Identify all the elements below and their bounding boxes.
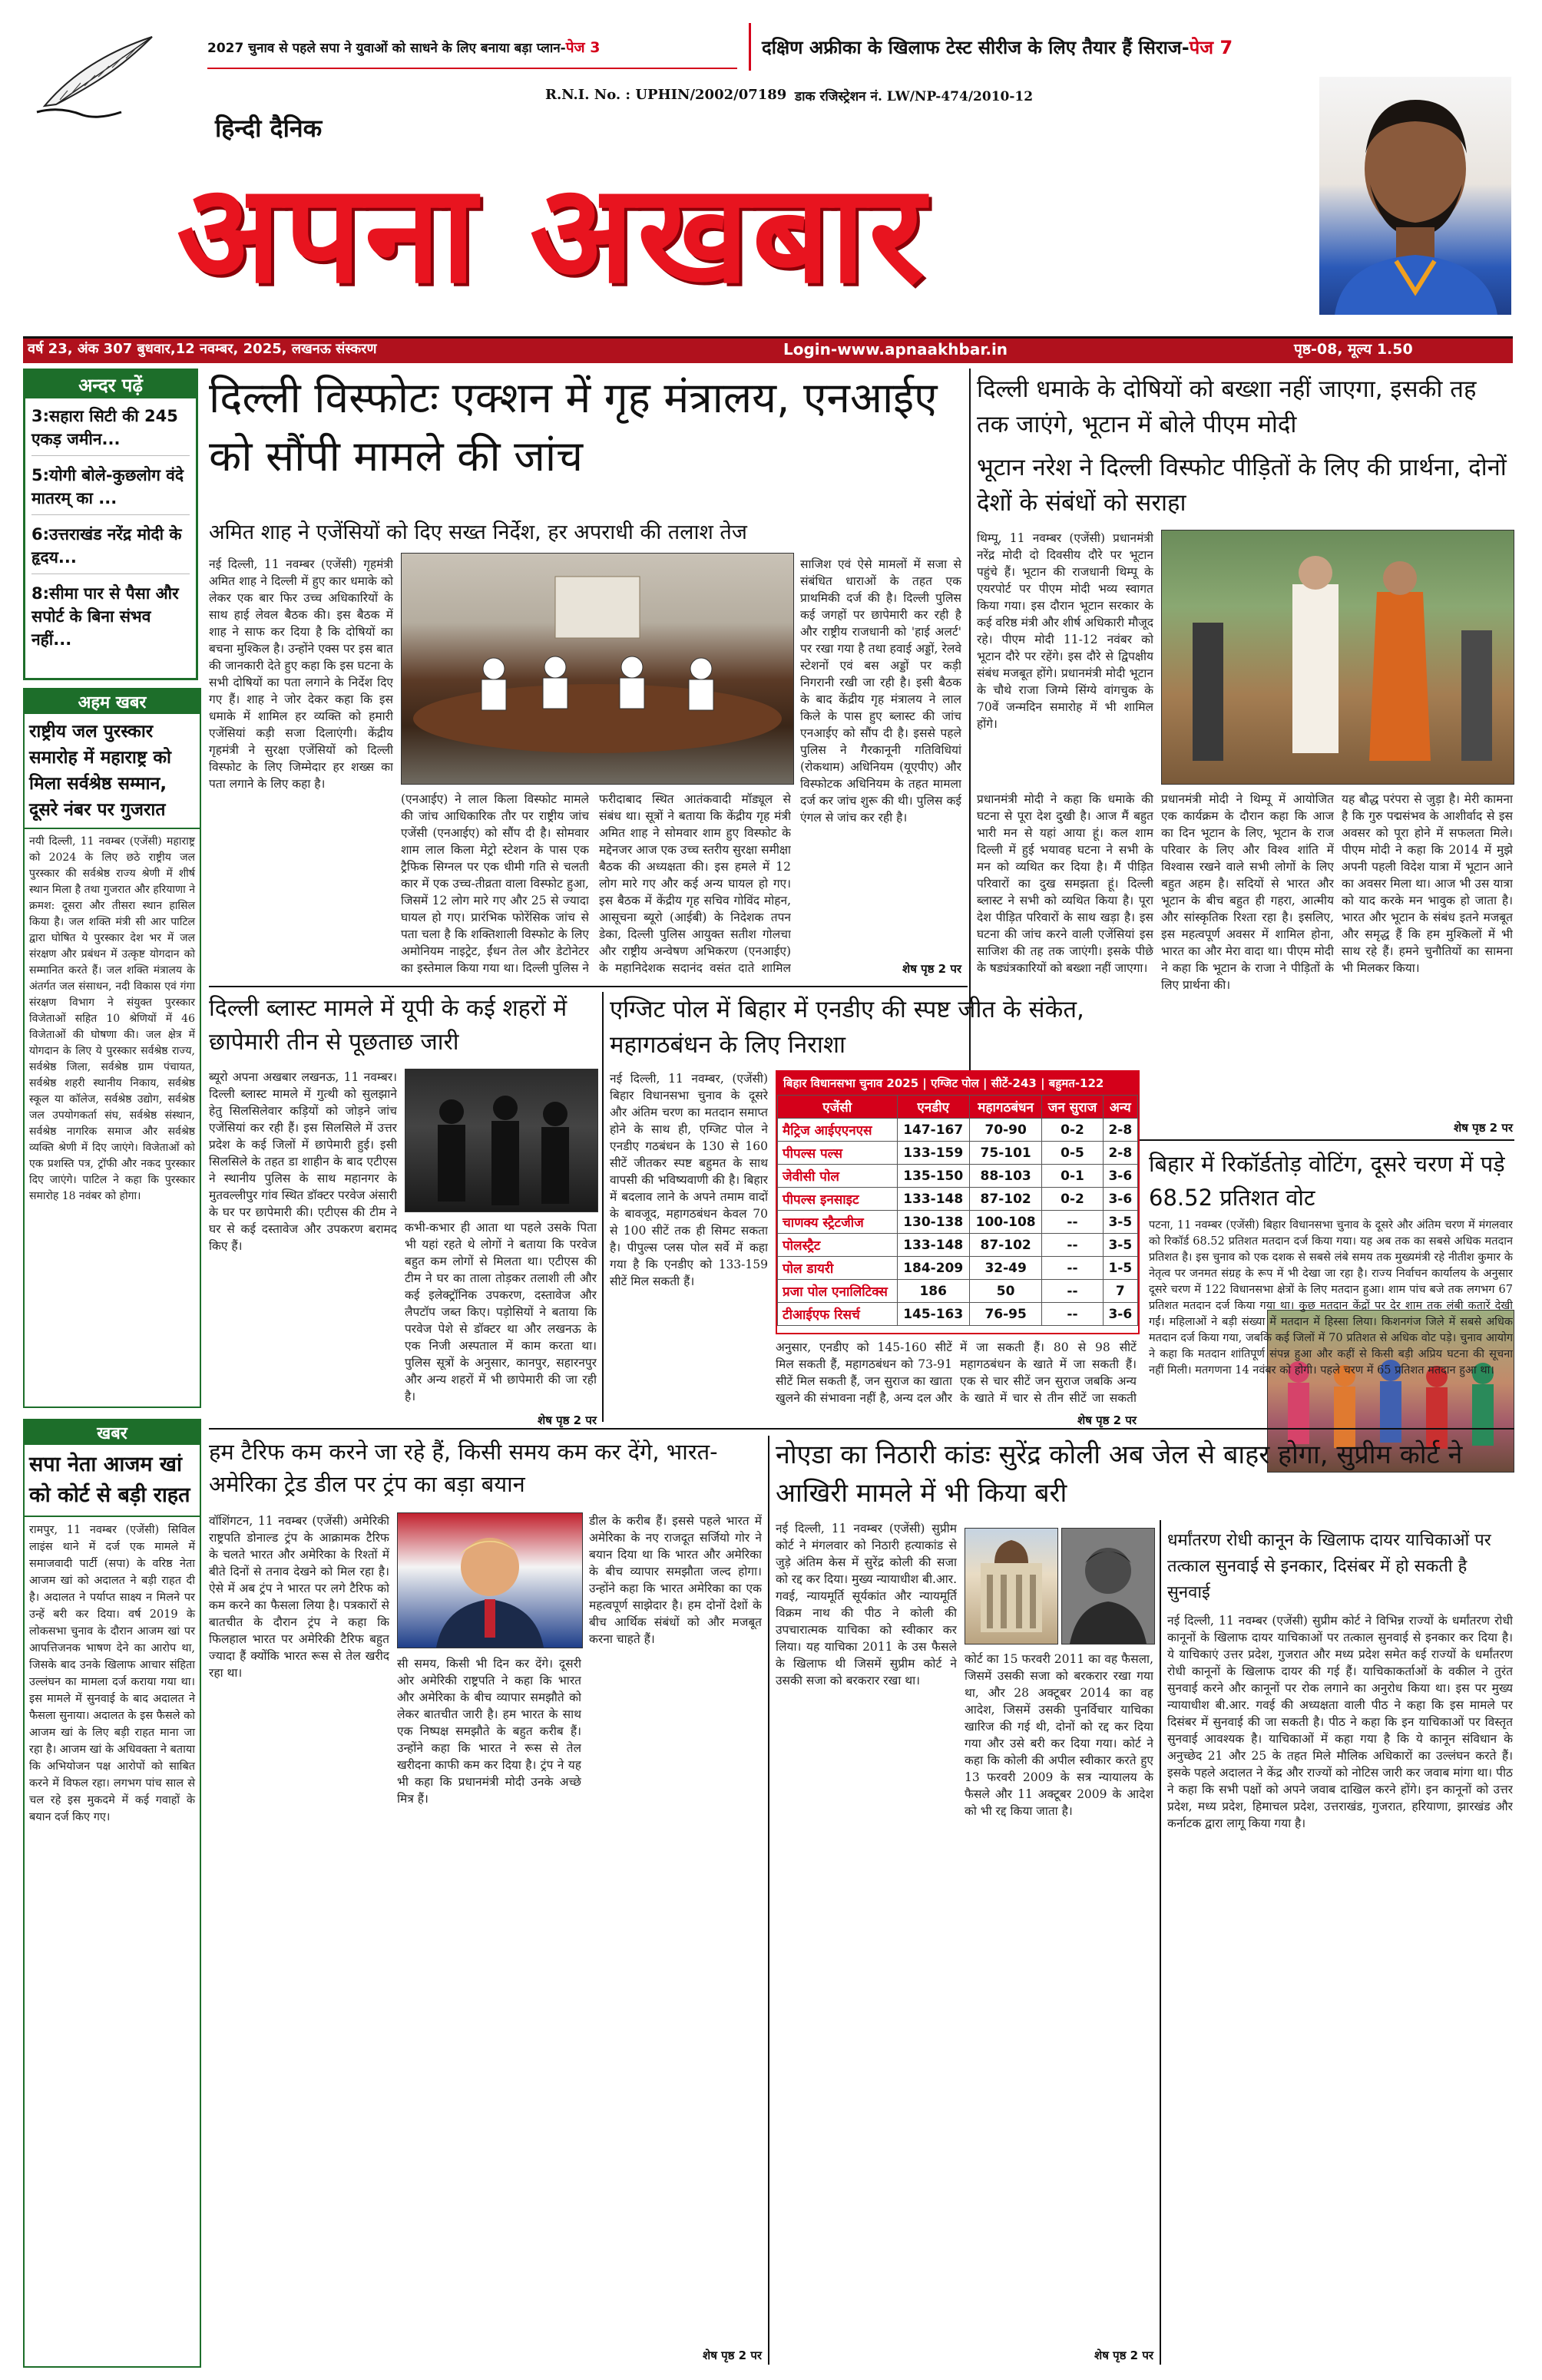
inside-heading bbox=[25, 371, 196, 398]
lead-continued[interactable]: शेष पृष्ठ 2 पर bbox=[902, 962, 961, 976]
nithari-continued[interactable]: शेष पृष्ठ 2 पर bbox=[1094, 2349, 1153, 2362]
bhutan-subheadline: भूटान नरेश ने दिल्ली विस्फोट पीड़ितों के लिए की प्रार्थना, दोनों देशों के संबंधों को सराहा bbox=[977, 454, 1507, 517]
table-cell: 88-103 bbox=[969, 1165, 1041, 1188]
table-cell: 2-8 bbox=[1103, 1119, 1137, 1142]
surendra-koli-photo bbox=[1061, 1528, 1155, 1645]
table-cell: 87-102 bbox=[969, 1234, 1041, 1257]
up-col-1: ब्यूरो अपना अखबार लखनऊ, 11 नवम्बर। दिल्ली ब्लास्ट मामले में गुत्थी को सुलझाने हेतु सिलसिलेवार कड़ियों को जोड़ने जांच एजेंसियां कर रही हैं। इस सिलसिले में उत्तर प्रदेश के कई जिलों में छापेमारी हुई। इसी सिलसिले के तहत डा शाहीन के बाद एटीएस ने स्थानीय पुलिस के साथ महानगर के मुतवल्लीपुर गांव स्थित डॉक्टर परवेज अंसारी के घर पर छापेमारी की। एटीएस की टीम ने घर से कई दस्तावेज और उपकरण बरामद किए हैं। bbox=[209, 1070, 397, 1253]
lead-col-4: साजिश एवं ऐसे मामलों में सजा से संबंधित धाराओं के तहत एक प्राथमिकी दर्ज की है। दिल्ली पुलिस कई जगहों पर छापेमारी कर रही है और राष्ट्रीय राजधानी को 'हाई अलर्ट' पर रखा गया है तथा हवाई अड्डों, रेलवे स्टेशनों एवं बस अड्डों पर कड़ी निगरानी रखी जा रही है। इसी बैठक के बाद केंद्रीय गृह मंत्रालय ने लाल किले के पास हुए ब्लास्ट की जांच एनआईए को सौंप दी है। इससे पहले पुलिस ने गैरकानूनी गतिविधियां (रोकथाम) अधिनियम (यूएपीए) और विस्फोटक अधिनियम के तहत मामला दर्ज कर जांच शुरू की थी। पुलिस कई एंगल से जांच कर रही है। bbox=[800, 557, 961, 825]
table-cell: 3-6 bbox=[1103, 1188, 1137, 1211]
table-cell: प्रजा पोल एनालिटिक्स bbox=[778, 1280, 898, 1303]
ahem-label: अहम खबर bbox=[78, 693, 147, 712]
tagline: हिन्दी दैनिक bbox=[215, 114, 323, 143]
inside-heading-text: अन्दर पढ़ें bbox=[78, 374, 143, 396]
khabar-headline: सपा नेता आजम खां को कोर्ट से बड़ी राहत bbox=[25, 1445, 200, 1517]
table-cell: 50 bbox=[969, 1280, 1041, 1303]
khabar-label: खबर bbox=[97, 1424, 127, 1443]
tariff-col-2: सी समय, किसी भी दिन कर देंगे। दूसरी ओर अमेरिकी राष्ट्रपति ने कहा कि भारत और अमेरिका के बीच व्यापार समझौते को लेकर बातचीत जारी है। हम भारत के साथ एक निष्पक्ष समझौते के बहुत करीब हैं। उन्होंने कहा कि भारत ने रूस से तेल खरीदना काफी कम कर दिया है। ट्रंप ने यह भी कहा कि प्रधानमंत्री मोदी उनके अच्छे मित्र हैं। bbox=[397, 1657, 581, 1806]
exit-col-2: अनुसार, एनडीए को 145-160 सीटें मिल सकती हैं, महागठबंधन को 73-91 सीटें मिल सकती हैं, जन सुराज का खाता खुलने की संभावना नहीं है, अन्य दल और bbox=[776, 1340, 952, 1405]
newspaper-title[interactable]: अपना अखबार bbox=[177, 154, 928, 313]
table-row bbox=[778, 1211, 1138, 1234]
nithari-col-1: नई दिल्ली, 11 नवम्बर (एजेंसी) सुप्रीम कोर्ट ने मंगलवार को निठारी हत्याकांड से जुड़े अंतिम केस में सुरेंद्र कोली की सजा को रद्द कर दिया। मुख्य न्यायाधीश बी.आर. गवई, न्यायमूर्ति सूर्यकांत और न्यायमूर्ति विक्रम नाथ की पीठ ने कोली की उपचारात्मक याचिका को स्वीकार कर लिया। यह याचिका 2011 के उस फैसले के खिलाफ थी जिसमें सुप्रीम कोर्ट ने उसकी सजा को बरकरार रखा था। bbox=[776, 1522, 957, 1687]
promo-bar-right[interactable] bbox=[762, 26, 1445, 69]
inside-item[interactable]: 6:उत्तराखंड नरेंद्र मोदी के हृदय... bbox=[31, 523, 190, 574]
table-cell: पोल डायरी bbox=[778, 1257, 898, 1280]
promo-left-page: पेज 3 bbox=[565, 39, 601, 56]
up-raids-headline[interactable]: दिल्ली ब्लास्ट मामले में यूपी के कई शहरों में छापेमारी तीन से पूछताछ जारी bbox=[209, 995, 567, 1056]
ahem-headline: राष्ट्रीय जल पुरस्कार समारोह में महाराष्ट्र को मिला सर्वश्रेष्ठ सम्मान, दूसरे नंबर पर गुजरात bbox=[25, 714, 200, 829]
rni-number: R.N.I. No. : UPHIN/2002/07189 bbox=[545, 87, 787, 103]
table-cell: 133-148 bbox=[897, 1234, 969, 1257]
table-cell: 0-2 bbox=[1042, 1188, 1103, 1211]
table-cell: 0-5 bbox=[1042, 1142, 1103, 1165]
bhutan-col-4: यह बौद्ध परंपरा से जुड़ा है। मेरी कामना है कि गुरु पद्मसंभव के आशीर्वाद से इस अवसर को पूरा होने में सफलता मिले। पीएम मोदी ने कहा कि 2014 में मुझे अपनी पहली विदेश यात्रा में भूटान आने का अवसर मिला था। आज भी उस यात्रा को याद करके मन भावुक हो जाता है। भारत और भूटान के संबंध इतने मजबूत और समृद्ध हैं कि हम मुश्किलों में भी साथ रहे हैं। हमने चुनौतियों का सामना भी मिलकर किया। bbox=[1342, 792, 1513, 975]
ahem-khabar-box bbox=[23, 688, 201, 1408]
table-row bbox=[778, 1280, 1138, 1303]
vertical-rule bbox=[768, 1436, 769, 2365]
table-header: महागठबंधन bbox=[969, 1096, 1041, 1119]
lead-col-3: फरीदाबाद स्थित आतंकवादी मॉड्यूल से संबंध था। सूत्रों ने बताया कि केंद्रीय गृह मंत्री अमित शाह ने सोमवार शाम हुए विस्फोट के मद्देनजर आज एक उच्च स्तरीय सुरक्षा समीक्षा बैठक की अध्यक्षता की। इस हमले में 12 लोग मारे गए और कई अन्य घायल हो गए। इस बैठक में केंद्रीय गृह सचिव गोविंद मोहन, आसूचना ब्यूरो (आईबी) के निदेशक तपन डेका, दिल्ली पुलिस आयुक्त सतीश गोलचा और राष्ट्रीय अन्वेषण अभिकरण (एनआईए) के महानिदेशक सदानंद वसंत दाते शामिल bbox=[599, 792, 791, 975]
website-login[interactable]: Login-www.apnaakhbar.in bbox=[783, 340, 1008, 359]
voting-headline[interactable]: बिहार में रिकॉर्डतोड़ वोटिंग, दूसरे चरण में पड़े 68.52 प्रतिशत वोट bbox=[1149, 1151, 1505, 1211]
table-cell: 76-95 bbox=[969, 1303, 1041, 1326]
horizontal-rule bbox=[209, 1428, 1514, 1430]
exit-poll-table-box bbox=[776, 1070, 1140, 1334]
table-row bbox=[778, 1257, 1138, 1280]
nithari-headline[interactable]: नोएडा का निठारी कांडः सुरेंद्र कोली अब जेल से बाहर होगा, सुप्रीम कोर्ट ने आखिरी मामले में भी किया बरी bbox=[776, 1440, 1463, 1509]
table-header: एनडीए bbox=[897, 1096, 969, 1119]
table-cell: 7 bbox=[1103, 1280, 1137, 1303]
horizontal-rule bbox=[209, 986, 968, 987]
feather-pen-logo bbox=[14, 29, 167, 121]
table-cell: टीआईएफ रिसर्च bbox=[778, 1303, 898, 1326]
table-cell: मैट्रिज आईएएनएस bbox=[778, 1119, 898, 1142]
ahem-label-bar bbox=[25, 689, 200, 714]
table-cell: -- bbox=[1042, 1211, 1103, 1234]
table-cell: 135-150 bbox=[897, 1165, 969, 1188]
table-cell: जेवीसी पोल bbox=[778, 1165, 898, 1188]
up-continued[interactable]: शेष पृष्ठ 2 पर bbox=[538, 1413, 597, 1427]
nithari-col-2: कोर्ट का 15 फरवरी 2011 का वह फैसला, जिसमें उसकी सजा को बरकरार रखा गया था, और 28 अक्टूबर 2014 का वह आदेश, जिसमें उसकी पुनर्विचार याचिका खारिज की गई थी, दोनों को रद्द कर दिया गया और उसे बरी कर दिया गया। कोर्ट ने कहा कि कोली की अपील स्वीकार करते हुए 13 फरवरी 2009 के सत्र न्यायालय के फैसले और 11 अक्टूबर 2009 के आदेश को भी रद्द किया जाता है। bbox=[965, 1652, 1153, 1818]
table-header: जन सुराज bbox=[1042, 1096, 1103, 1119]
lead-col-2: (एनआईए) ने लाल किला विस्फोट मामले की जांच आधिकारिक तौर पर राष्ट्रीय जांच एजेंसी (एनआईए) को सौंप दी है। सोमवार शाम लाल किला मेट्रो स्टेशन के पास एक ट्रैफिक सिग्नल पर एक धीमी गति से चलती कार में एक उच्च-तीव्रता वाला विस्फोट हुआ, जिसमें 12 लोग मारे गए और 25 से ज्यादा घायल हो गए। प्रारंभिक फोरेंसिक जांच से पता चला है कि शक्तिशाली विस्फोट के लिए अमोनियम नाइट्रेट, ईंधन तेल और डेटोनेटर का इस्तेमाल किया गया था। दिल्ली पुलिस ने bbox=[401, 792, 589, 975]
table-cell: -- bbox=[1042, 1303, 1103, 1326]
inside-item[interactable]: 8:सीमा पार से पैसा और सपोर्ट के बिना संभव नहीं... bbox=[31, 584, 179, 649]
table-cell: चाणक्य स्ट्रैटजीज bbox=[778, 1211, 898, 1234]
exit-col-3: में जा सकती हैं। 80 से 98 सीटें महागठबंधन के खाते में जा सकती हैं। एक से चार सीटें जन सुराज जबकि अन्य के खाते में चार से तीन सीटें जा सकती bbox=[960, 1340, 1137, 1405]
tariff-col-1: वॉशिंगटन, 11 नवम्बर (एजेंसी) अमेरिकी राष्ट्रपति डोनाल्ड ट्रंप के आक्रामक टैरिफ के चलते भारत और अमेरिका के रिश्तों में बीते दिनों से तनाव देखने को मिल रहा है। ऐसे में अब ट्रंप ने भारत पर लगे टैरिफ को कम करने का फैसला लिया है। पत्रकारों से बातचीत के दौरान ट्रंप ने कहा कि फिलहाल भारत पर अमेरिकी टैरिफ बहुत ज्यादा हैं क्योंकि भारत रूस से तेल खरीद रहा था। bbox=[209, 1514, 389, 1680]
table-cell: 3-5 bbox=[1103, 1234, 1137, 1257]
table-cell: 0-1 bbox=[1042, 1165, 1103, 1188]
table-header-row bbox=[778, 1096, 1138, 1119]
bhutan-continued[interactable]: शेष पृष्ठ 2 पर bbox=[1454, 1121, 1513, 1135]
khabar-body: रामपुर, 11 नवम्बर (एजेंसी) सिविल लाइंस थाने में दर्ज एक मामले में समाजवादी पार्टी (सपा) के वरिष्ठ नेता आजम खां को अदालत ने बड़ी राहत दी है। अदालत ने पर्याप्त साक्ष्य न मिलने पर उन्हें बरी कर दिया। वर्ष 2019 के लोकसभा चुनाव के दौरान आजम खां पर आपत्तिजनक भाषण देने का आरोप था, जिसके बाद उनके खिलाफ आचार संहिता उल्लंघन का मामला दर्ज कराया गया था। इस मामले में सुनवाई के बाद अदालत ने फैसला सुनाया। अदालत के इस फैसले को आजम खां के लिए बड़ी राहत माना जा रहा है। आजम खां के अधिवक्ता ने बताया कि अभियोजन पक्ष आरोपों को साबित करने में विफल रहा। लगभग पांच साल से चल रहे इस मुकदमे में कई गवाहों के बयान दर्ज किए गए। bbox=[29, 1524, 195, 1823]
table-cell: 3-6 bbox=[1103, 1165, 1137, 1188]
promo-left-text: 2027 चुनाव से पहले सपा ने युवाओं को साधने के लिए बनाया बड़ा प्लान- bbox=[207, 41, 566, 56]
modi-bhutan-photo bbox=[1161, 530, 1514, 785]
table-row bbox=[778, 1142, 1138, 1165]
tariff-col-3: डील के करीब हैं। इससे पहले भारत में अमेरिका के नए राजदूत सर्जियो गोर ने बयान दिया था कि भारत और अमेरिका के बीच व्यापार समझौता जल्द होगा। उन्होंने कहा कि भारत अमेरिका का एक महत्वपूर्ण साझेदार है। हम दोनों देशों के बीच आर्थिक संबंधों को और मजबूत करना चाहते हैं। bbox=[589, 1514, 762, 1646]
promo-right-page: पेज 7 bbox=[1189, 37, 1233, 58]
table-header: एजेंसी bbox=[778, 1096, 898, 1119]
lead-col-1: नई दिल्ली, 11 नवम्बर (एजेंसी) गृहमंत्री अमित शाह ने दिल्ली में हुए कार धमाके को लेकर एक बार फिर उच्च अधिकारियों के साथ हाई लेवल बैठक की। इस बैठक में शाह ने साफ कर दिया है कि दोषियों का बचना मुश्किल है। उन्होंने एक्स पर इस बात की जानकारी देते हुए कहा कि इस घटना के सभी दोषियों का पता लगाने के निर्देश दिए गए हैं। शाह ने जोर देकर कहा कि इस धमाके में शामिल हर व्यक्ति को हमारी एजेंसियां कड़ी सजा दिलाएंगी। केंद्रीय गृहमंत्री ने सुरक्षा एजेंसियों को दिल्ली विस्फोट के लिए जिम्मेदार हर शख्स का पता लगाने के लिए कहा है। bbox=[209, 557, 393, 791]
tariff-headline[interactable]: हम टैरिफ कम करने जा रहे हैं, किसी समय कम कर देंगे, भारत-अमेरिका ट्रेड डील पर ट्रंप का बड़ा बयान bbox=[209, 1439, 718, 1497]
table-row bbox=[778, 1234, 1138, 1257]
tariff-continued[interactable]: शेष पृष्ठ 2 पर bbox=[703, 2349, 762, 2362]
postal-registration: डाक रजिस्ट्रेशन नं. LW/NP-474/2010-12 bbox=[795, 89, 1034, 104]
exit-poll-headline[interactable]: एग्जिट पोल में बिहार में एनडीए की स्पष्ट जीत के संकेत, महागठबंधन के लिए निराशा bbox=[610, 996, 1084, 1059]
table-row bbox=[778, 1188, 1138, 1211]
trump-photo bbox=[397, 1512, 583, 1648]
vertical-rule bbox=[602, 992, 604, 1422]
inside-pages-box bbox=[23, 369, 198, 680]
inside-item[interactable]: 3:सहारा सिटी की 245 एकड़ जमीन... bbox=[31, 405, 190, 456]
table-cell: 100-108 bbox=[969, 1211, 1041, 1234]
lead-subheadline: अमित शाह ने एजेंसियों को दिए सख्त निर्देश, हर अपराधी की तलाश तेज bbox=[209, 521, 747, 544]
exit-poll-table bbox=[777, 1095, 1138, 1326]
bhutan-col-2: प्रधानमंत्री मोदी ने कहा कि धमाके की घटना से पूरा देश दुखी है। आज मैं बहुत भारी मन से यहां आया हूं। कल शाम दिल्ली में हुई भयावह घटना ने सभी के मन को व्यथित कर दिया है। मैं पीड़ित परिवारों का दुख समझता हूं। दिल्ली ब्लास्ट ने सभी को व्यथित किया है। पूरा देश पीड़ित परिवारों के साथ खड़ा है। इस घटना की जांच करने वाली एजेंसियां इस साजिश की तह तक जाएंगी। इसके पीछे के षड्यंत्रकारियों को बख्शा नहीं जाएगा। bbox=[977, 792, 1153, 975]
table-cell: 1-5 bbox=[1103, 1257, 1137, 1280]
table-cell: 145-163 bbox=[897, 1303, 969, 1326]
table-row bbox=[778, 1303, 1138, 1326]
lead-headline[interactable]: दिल्ली विस्फोटः एक्शन में गृह मंत्रालय, एनआईए को सौंपी मामले की जांच bbox=[209, 373, 938, 481]
vertical-rule bbox=[1160, 1520, 1161, 2365]
conversion-headline[interactable]: धर्मांतरण रोधी कानून के खिलाफ दायर याचिकाओं पर तत्काल सुनवाई से इनकार, दिसंबर में हो सकती है सुनवाई bbox=[1167, 1531, 1491, 1602]
conversion-body: नई दिल्ली, 11 नवम्बर (एजेंसी) सुप्रीम कोर्ट ने विभिन्न राज्यों के धर्मांतरण रोधी कानूनों के खिलाफ दायर याचिकाओं पर तत्काल सुनवाई से इनकार कर दिया है। ये याचिकाएं उत्तर प्रदेश, गुजरात और मध्य प्रदेश समेत कई राज्यों के धर्मांतरण रोधी कानूनों के खिलाफ दायर की गई हैं। याचिकाकर्ताओं के वकील ने तुरंत सुनवाई करने और कानूनों पर रोक लगाने का अनुरोध किया था। इस पर मुख्य न्यायाधीश बी.आर. गवई की अध्यक्षता वाली पीठ ने कहा कि इस मामले पर दिसंबर में सुनवाई की जा सकती है। पीठ ने कहा कि इन याचिकाओं पर विस्तृत सुनवाई आवश्यक है। याचिकाओं में कहा गया है कि ये कानून संविधान के अनुच्छेद 21 और 25 के तहत मिले मौलिक अधिकारों का उल्लंघन करते हैं। इसके पहले अदालत ने केंद्र और राज्यों को नोटिस जारी कर जवाब मांगा था। पीठ ने कहा कि सभी पक्षों को अपने जवाब दाखिल करने होंगे। इन कानूनों को उत्तर प्रदेश, मध्य प्रदेश, हिमाचल प्रदेश, उत्तराखंड, गुजरात, हरियाणा, झारखंड और कर्नाटक द्वारा लागू किया गया है। bbox=[1167, 1614, 1513, 1830]
table-cell: पीपल्स इनसाइट bbox=[778, 1188, 898, 1211]
promo-right-text: दक्षिण अफ्रीका के खिलाफ टेस्ट सीरीज के लिए तैयार हैं सिराज- bbox=[762, 37, 1190, 58]
khabar-label-bar bbox=[25, 1420, 200, 1445]
siraj-photo bbox=[1319, 77, 1511, 315]
table-cell: -- bbox=[1042, 1257, 1103, 1280]
page-price: पृष्ठ-08, मूल्य 1.50 bbox=[1294, 341, 1413, 358]
issue-info: वर्ष 23, अंक 307 बुधवार,12 नवम्बर, 2025, लखनऊ संस्करण bbox=[28, 341, 377, 357]
bhutan-col-1: थिम्पू, 11 नवम्बर (एजेंसी) प्रधानमंत्री नरेंद्र मोदी दो दिवसीय दौरे पर भूटान पहुंचे हैं। भूटान की राजधानी थिम्पू के एयरपोर्ट पर पीएम मोदी भव्य स्वागत किया गया। इस दौरान भूटान सरकार के कई वरिष्ठ मंत्री और शीर्ष अधिकारी मौजूद रहे। पीएम मोदी 11-12 नवंबर को भूटान दौरे पर रहेंगे। इस दौरे से द्विपक्षीय संबंध मजबूत होंगे। प्रधानमंत्री मोदी भूटान के चौथे राजा जिग्मे सिंग्ये वांगचुक के 70वें जन्मदिन समारोह में भी शामिल होंगे। bbox=[977, 531, 1153, 731]
ahem-body: नयी दिल्ली, 11 नवम्बर (एजेंसी) महाराष्ट्र को 2024 के लिए छठे राष्ट्रीय जल पुरस्कार की सर्वश्रेष्ठ राज्य श्रेणी में शीर्ष स्थान मिला है तथा गुजरात और हरियाणा ने क्रमश: दूसरा और तीसरा स्थान हासिल किया है। जल शक्ति मंत्री सी आर पाटिल द्वारा घोषित ये पुरस्कार देश भर में जल संरक्षण और प्रबंधन में उत्कृष्ट योगदान को सम्मानित करते हैं। जल शक्ति मंत्रालय के अंतर्गत जल संसाधन, नदी विकास एवं गंगा संरक्षण विभाग ने संयुक्त पुरस्कार विजेताओं सहित 10 श्रेणियों में 46 विजेताओं की घोषणा की। जल क्षेत्र में योगदान के लिए ये पुरस्कार सर्वश्रेष्ठ राज्य, सर्वश्रेष्ठ जिला, सर्वश्रेष्ठ ग्राम पंचायत, सर्वश्रेष्ठ शहरी स्थानीय निकाय, सर्वश्रेष्ठ स्कूल या कॉलेज, सर्वश्रेष्ठ उद्योग, सर्वश्रेष्ठ जल उपयोगकर्ता संघ, सर्वश्रेष्ठ संस्थान, सर्वश्रेष्ठ नागरिक समाज और सर्वश्रेष्ठ व्यक्ति श्रेणी में दिए जाएंगे। विजेताओं को एक प्रशस्ति पत्र, ट्रॉफी और नकद पुरस्कार दिए जाएंगे। पाटिल ने कहा कि पुरस्कार समारोह 18 नवंबर को होगा। bbox=[29, 835, 195, 1202]
exit-col-1: नई दिल्ली, 11 नवम्बर, (एजेंसी) बिहार विधानसभा चुनाव के दूसरे और अंतिम चरण का मतदान समाप्त होने के साथ ही, एग्जिट पोल ने एनडीए गठबंधन के 130 से 160 सीटें जीतकर स्पष्ट बहुमत के साथ वापसी की भविष्यवाणी की है। बिहार में बदलाव लाने के अपने तमाम वादों के बावजूद, महागठबंधन केवल 70 से 100 सीटें तक ही सिमट सकता है। पीपुल्स प्लस पोल सर्वे में कहा गया है कि एनडीए को 133-159 सीटें मिल सकती हैं। bbox=[610, 1072, 768, 1288]
table-cell: -- bbox=[1042, 1234, 1103, 1257]
table-row bbox=[778, 1165, 1138, 1188]
ats-raid-photo bbox=[405, 1069, 598, 1212]
promo-divider bbox=[749, 23, 751, 71]
table-cell: 0-2 bbox=[1042, 1119, 1103, 1142]
table-cell: 3-5 bbox=[1103, 1211, 1137, 1234]
table-cell: 130-138 bbox=[897, 1211, 969, 1234]
table-cell: पोलस्ट्रैट bbox=[778, 1234, 898, 1257]
table-cell: 75-101 bbox=[969, 1142, 1041, 1165]
table-cell: 147-167 bbox=[897, 1119, 969, 1142]
table-cell: 133-159 bbox=[897, 1142, 969, 1165]
table-cell: 87-102 bbox=[969, 1188, 1041, 1211]
table-row bbox=[778, 1119, 1138, 1142]
up-col-2: कभी-कभार ही आता था पहले उसके पिता भी यहां रहते थे लोगों ने बताया कि परवेज बहुत कम लोगों से मिलता था। एटीएस की टीम ने घर का ताला तोड़कर तलाशी ली और कई इलेक्ट्रॉनिक उपकरण, दस्तावेज और लैपटॉप जब्त किए। पड़ोसियों ने बताया कि परवेज पेशे से डॉक्टर था और लखनऊ के एक निजी अस्पताल में काम करता था। पुलिस सूत्रों के अनुसार, कानपुर, सहारनपुर और अन्य शहरों में भी छापेमारी की जा रही है। bbox=[405, 1221, 597, 1403]
table-cell: 3-6 bbox=[1103, 1303, 1137, 1326]
table-cell: 133-148 bbox=[897, 1188, 969, 1211]
khabar-box bbox=[23, 1419, 201, 2368]
table-cell: 186 bbox=[897, 1280, 969, 1303]
exit-poll-table-title: बिहार विधानसभा चुनाव 2025 | एग्जिट पोल | सीटें-243 | बहुमत-122 bbox=[777, 1072, 1138, 1095]
meeting-photo bbox=[401, 553, 794, 785]
table-cell: 70-90 bbox=[969, 1119, 1041, 1142]
inside-item[interactable]: 5:योगी बोले-कुछलोग वंदे मातरम् का ... bbox=[31, 464, 190, 515]
table-cell: 32-49 bbox=[969, 1257, 1041, 1280]
table-cell: पीपल्स पल्स bbox=[778, 1142, 898, 1165]
voting-body: पटना, 11 नवम्बर (एजेंसी) बिहार विधानसभा चुनाव के दूसरे और अंतिम चरण में मंगलवार को रिकॉर्ड 68.52 प्रतिशत मतदान दर्ज किया गया। यह अब तक का सबसे अधिक मतदान प्रतिशत है। इस चुनाव को एक दशक से सबसे लंबे समय तक मुख्यमंत्री रहे नीतीश कुमार के नेतृत्व पर जनमत संग्रह के रूप में भी देखा जा रहा है। राज्य निर्वाचन कार्यालय के अनुसार दूसरे चरण में 122 विधानसभा क्षेत्रों के लिए मतदान हुआ। शाम पांच बजे तक लगभग 67 प्रतिशत मतदान दर्ज किया गया था। कुछ मतदान केंद्रों पर देर शाम तक लंबी कतारें देखी गईं। महिलाओं ने बड़ी संख्या में मतदान में हिस्सा लिया। किशनगंज जिले में सबसे अधिक मतदान दर्ज किया गया, जबकि कई जिलों में 70 प्रतिशत से अधिक वोट पड़े। चुनाव आयोग ने कहा कि मतदान शांतिपूर्ण संपन्न हुआ और कहीं से किसी बड़ी अप्रिय घटना की सूचना नहीं मिली। मतगणना 14 नवंबर को होगी। पहले चरण में 65 प्रतिशत मतदान हुआ था। bbox=[1149, 1219, 1513, 1377]
promo-bar-left[interactable] bbox=[207, 29, 737, 69]
bhutan-col-3: प्रधानमंत्री मोदी ने थिम्पू में आयोजित एक कार्यक्रम के दौरान कहा कि आज का दिन भूटान के लिए, भूटान के राज परिवार के लिए और विश्व शांति में विश्वास रखने वाले सभी लोगों के लिए बहुत अहम है। सदियों से भारत और भूटान के बीच बहुत ही गहरा, आत्मीय और सांस्कृतिक रिश्ता रहा है। इसलिए, इस महत्वपूर्ण अवसर में शामिल होना, भारत का और मेरा वादा था। पीएम मोदी ने कहा कि भूटान के राजा ने पीड़ितों के लिए प्रार्थना की। bbox=[1161, 792, 1334, 992]
exit-continued[interactable]: शेष पृष्ठ 2 पर bbox=[1077, 1413, 1137, 1427]
table-cell: 2-8 bbox=[1103, 1142, 1137, 1165]
table-cell: 184-209 bbox=[897, 1257, 969, 1280]
bhutan-headline[interactable]: दिल्ली धमाके के दोषियों को बख्शा नहीं जाएगा, इसकी तह तक जाएंगे, भूटान में बोले पीएम मोदी bbox=[977, 375, 1477, 438]
supreme-court-photo bbox=[965, 1528, 1058, 1645]
table-header: अन्य bbox=[1103, 1096, 1137, 1119]
table-cell: -- bbox=[1042, 1280, 1103, 1303]
